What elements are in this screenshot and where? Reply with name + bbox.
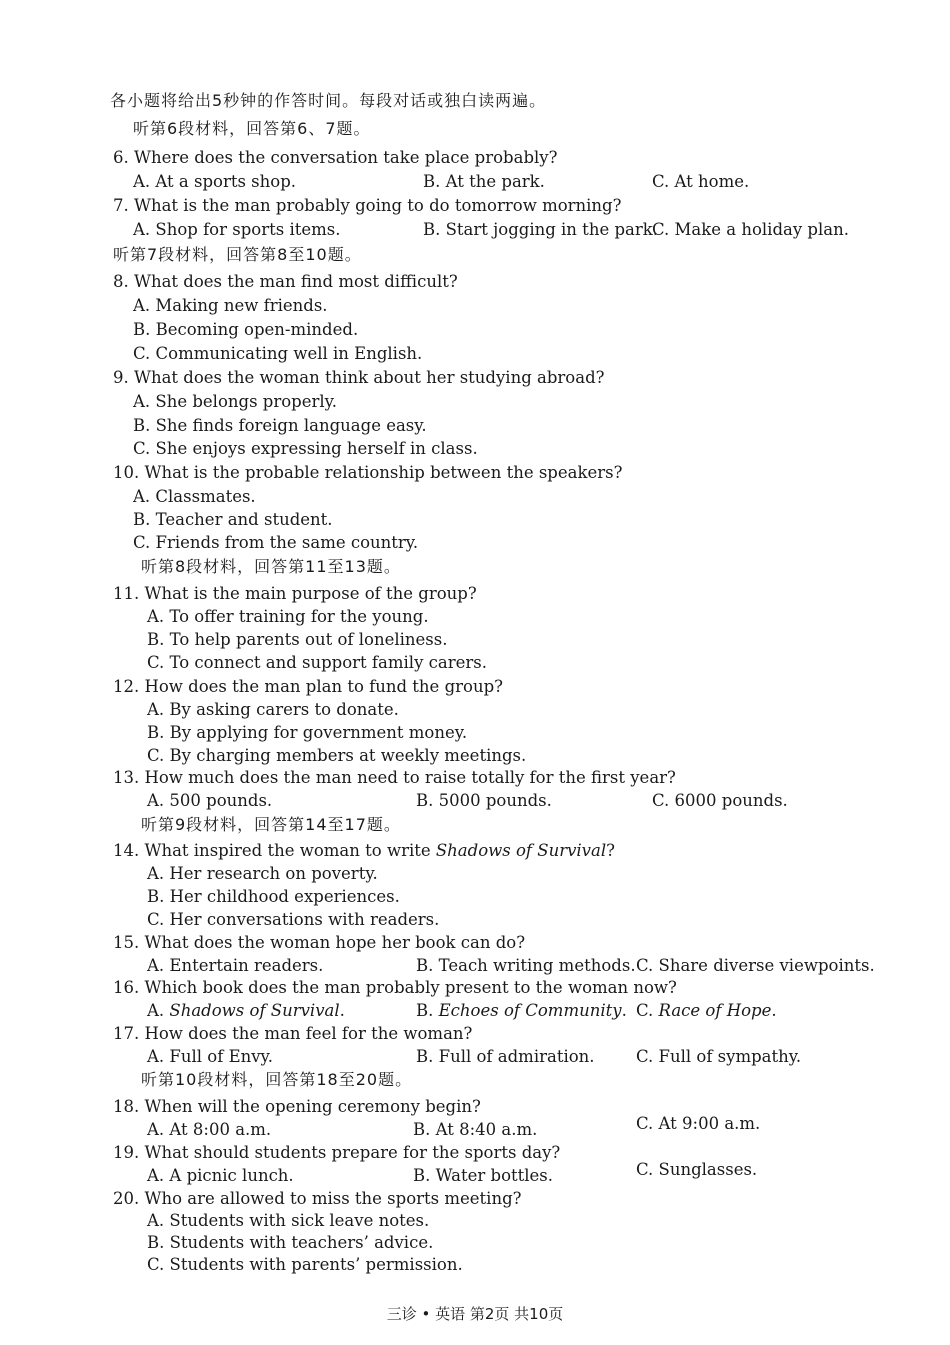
options-13 [0,789,950,813]
option-a: A. She belongs properly. [133,392,338,411]
options-19 [0,1160,950,1188]
question-17: 17. How does the man feel for the woman? [113,1024,473,1043]
options-15 [0,954,950,978]
question-19: 19. What should students prepare for the sports day? [113,1143,561,1162]
option-b: B. 5000 pounds. [416,791,552,810]
option-b: B. To help parents out of loneliness. [147,630,448,649]
option-c: C. To connect and support family carers. [147,653,487,672]
option-c: C. 6000 pounds. [652,791,788,810]
option-a: A. Full of Envy. [147,1047,273,1066]
option-c: C. She enjoys expressing herself in class. [133,439,478,458]
option-b: B. At 8:40 a.m. [413,1120,538,1139]
question-8: 8. What does the man find most difficult? [113,272,458,291]
question-20: 20. Who are allowed to miss the sports meeting? [113,1189,522,1208]
section-label: 听第7段材料，回答第8至10题。 [113,245,362,264]
section-label: 听第6段材料，回答第6、7题。 [133,119,371,138]
option-c: C. Communicating well in English. [133,344,423,363]
question-18: 18. When will the opening ceremony begin? [113,1097,481,1116]
option-b: B. Teacher and student. [133,510,333,529]
options-18 [0,1114,950,1142]
option-b: B. Becoming open-minded. [133,320,359,339]
option-c: C. At 9:00 a.m. [636,1114,761,1133]
option-a: A. A picnic lunch. [147,1166,294,1185]
option-a: A. Students with sick leave notes. [147,1211,430,1230]
option-b: B. Teach writing methods. [416,956,636,975]
option-c: C. Students with parents’ permission. [147,1255,463,1274]
option-c: C. Share diverse viewpoints. [636,956,875,975]
option-a: A. Classmates. [133,487,256,506]
question-15: 15. What does the woman hope her book can do? [113,933,526,952]
option-c: C. Race of Hope. [636,1001,777,1020]
options-17 [0,1045,950,1069]
option-b: B. Water bottles. [413,1166,554,1185]
question-13: 13. How much does the man need to raise totally for the first year? [113,768,676,787]
option-b: B. Her childhood experiences. [147,887,400,906]
option-b: B. Students with teachers’ advice. [147,1233,434,1252]
book-title: Shadows of Survival [435,841,607,860]
options-16 [0,999,950,1023]
option-b: B. She finds foreign language easy. [133,416,427,435]
option-c: C. At home. [652,172,750,191]
option-a: A. Her research on poverty. [147,864,378,883]
option-a: A. Shop for sports items. [133,220,341,239]
option-c: C. Friends from the same country. [133,533,419,552]
option-a: A. By asking carers to donate. [147,700,399,719]
option-c: C. Her conversations with readers. [147,910,440,929]
question-12: 12. How does the man plan to fund the group? [113,677,503,696]
option-a: A. 500 pounds. [147,791,273,810]
question-14: 14. What inspired the woman to write Shadows of Survival? [113,841,615,860]
question-11: 11. What is the main purpose of the group? [113,584,477,603]
option-a: A. Entertain readers. [147,956,324,975]
option-c: C. Make a holiday plan. [652,220,849,239]
question-10: 10. What is the probable relationship between the speakers? [113,463,623,482]
option-b: B. Full of admiration. [416,1047,595,1066]
option-c: C. Full of sympathy. [636,1047,802,1066]
options-6 [0,170,950,194]
option-b: B. Start jogging in the park. [423,220,658,239]
page-footer: 三诊 • 英语 第2页 共10页 [386,1305,564,1323]
question-9: 9. What does the woman think about her studying abroad? [113,368,605,387]
option-c: C. Sunglasses. [636,1160,758,1179]
section-label: 听第10段材料，回答第18至20题。 [141,1070,413,1089]
option-b: B. By applying for government money. [147,723,468,742]
option-a: A. At 8:00 a.m. [147,1120,272,1139]
option-a: A. Making new friends. [133,296,328,315]
option-a: A. At a sports shop. [133,172,297,191]
option-a: A. Shadows of Survival. [147,1001,345,1020]
option-b: B. Echoes of Community. [416,1001,627,1020]
question-6: 6. Where does the conversation take place probably? [113,148,558,167]
option-a: A. To offer training for the young. [147,607,429,626]
instruction-line: 各小题将给出5秒钟的作答时间。每段对话或独白读两遍。 [110,91,547,110]
section-label: 听第8段材料，回答第11至13题。 [141,557,401,576]
section-label: 听第9段材料，回答第14至17题。 [141,815,401,834]
options-7 [0,218,950,242]
option-b: B. At the park. [423,172,545,191]
question-16: 16. Which book does the man probably present to the woman now? [113,978,677,997]
option-c: C. By charging members at weekly meetings. [147,746,527,765]
question-7: 7. What is the man probably going to do tomorrow morning? [113,196,622,215]
